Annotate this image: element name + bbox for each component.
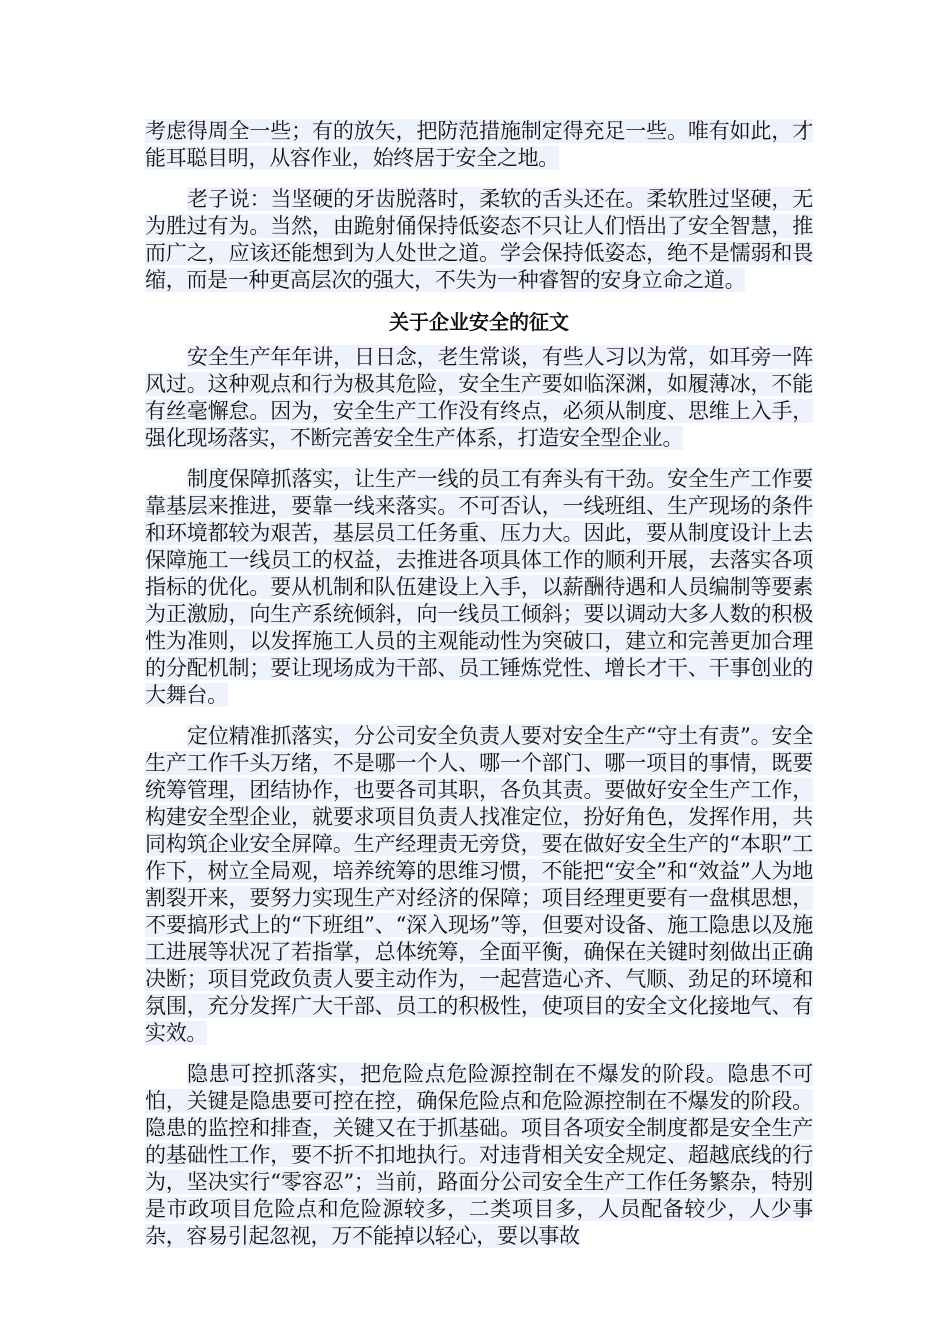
paragraph <box>145 723 813 1047</box>
paragraph-text: 安全生产年年讲，日日念，老生常谈，有些人习以为常，如耳旁一阵风过。这种观点和行为极其危险，安全生产要如临深渊，如履薄冰，不能有丝毫懈怠。因为，安全生产工作没有终点，必须从制度、思维上入手，强化现场落实，不断完善安全生产体系，打造安全型企业。 <box>145 345 813 450</box>
paragraph-text: 定位精准抓落实，分公司安全负责人要对安全生产“守土有责”。安全生产工作千头万绪，不是哪一个人、哪一个部门、哪一项目的事情，既要统筹管理，团结协作，也要各司其职，各负其责。要做好安全生产工作，构建安全型企业，就要求项目负责人找准定位，扮好角色，发挥作用，共同构筑企业安全屏障。生产经理责无旁贷，要在做好安全生产的“本职”工作下，树立全局观，培养统筹的思维习惯，不能把“安全”和“效益”人为地割裂开来，要努力实现生产对经济的保障；项目经理更要有一盘棋思想，不要搞形式上的“下班组”、“深入现场”等，但要对设备、施工隐患以及施工进展等状况了若指掌，总体统筹，全面平衡，确保在关键时刻做出正确决断；项目党政负责人要主动作为，一起营造心齐、气顺、劲足的环境和氛围，充分发挥广大干部、员工的积极性，使项目的安全文化接地气、有实效。 <box>145 724 813 1045</box>
document-page <box>145 118 813 1264</box>
paragraph <box>145 466 813 709</box>
paragraph-text: 考虑得周全一些；有的放矢，把防范措施制定得充足一些。唯有如此，才能耳聪目明，从容作业，始终居于安全之地。 <box>145 119 813 170</box>
paragraph-text: 隐患可控抓落实，把危险点危险源控制在不爆发的阶段。隐患不可怕，关键是隐患要可控在控，确保危险点和危险源控制在不爆发的阶段。隐患的监控和排查，关键又在于抓基础。项目各项安全制度都是安全生产的基础性工作，要不折不扣地执行。对违背相关安全规定、超越底线的行为，坚决实行“零容忍”；当前，路面分公司安全生产工作任务繁杂，特别是市政项目危险点和危险源较多，二类项目多，人员配备较少，人少事杂，容易引起忽视，万不能掉以轻心，要以事故 <box>145 1062 813 1248</box>
paragraph <box>145 118 813 172</box>
paragraph-text: 老子说：当坚硬的牙齿脱落时，柔软的舌头还在。柔软胜过坚硬，无为胜过有为。当然，由跪射俑保持低姿态不只让人们悟出了安全智慧，推而广之，应该还能想到为人处世之道。学会保持低姿态，绝不是懦弱和畏缩，而是一种更高层次的强大，不失为一种睿智的安身立命之道。 <box>145 187 813 292</box>
paragraph <box>145 186 813 294</box>
paragraph <box>145 1061 813 1250</box>
paragraph-text: 制度保障抓落实，让生产一线的员工有奔头有干劲。安全生产工作要靠基层来推进，要靠一线来落实。不可否认，一线班组、生产现场的条件和环境都较为艰苦，基层员工任务重、压力大。因此，要从制度设计上去保障施工一线员工的权益，去推进各项具体工作的顺利开展，去落实各项指标的优化。要从机制和队伍建设上入手，以薪酬待遇和人员编制等要素为正激励，向生产系统倾斜，向一线员工倾斜；要以调动大多人数的积极性为准则，以发挥施工人员的主观能动性为突破口，建立和完善更加合理的分配机制；要让现场成为干部、员工锤炼党性、增长才干、干事创业的大舞台。 <box>145 467 813 707</box>
section-heading: 关于企业安全的征文 <box>389 310 569 334</box>
paragraph <box>145 344 813 452</box>
